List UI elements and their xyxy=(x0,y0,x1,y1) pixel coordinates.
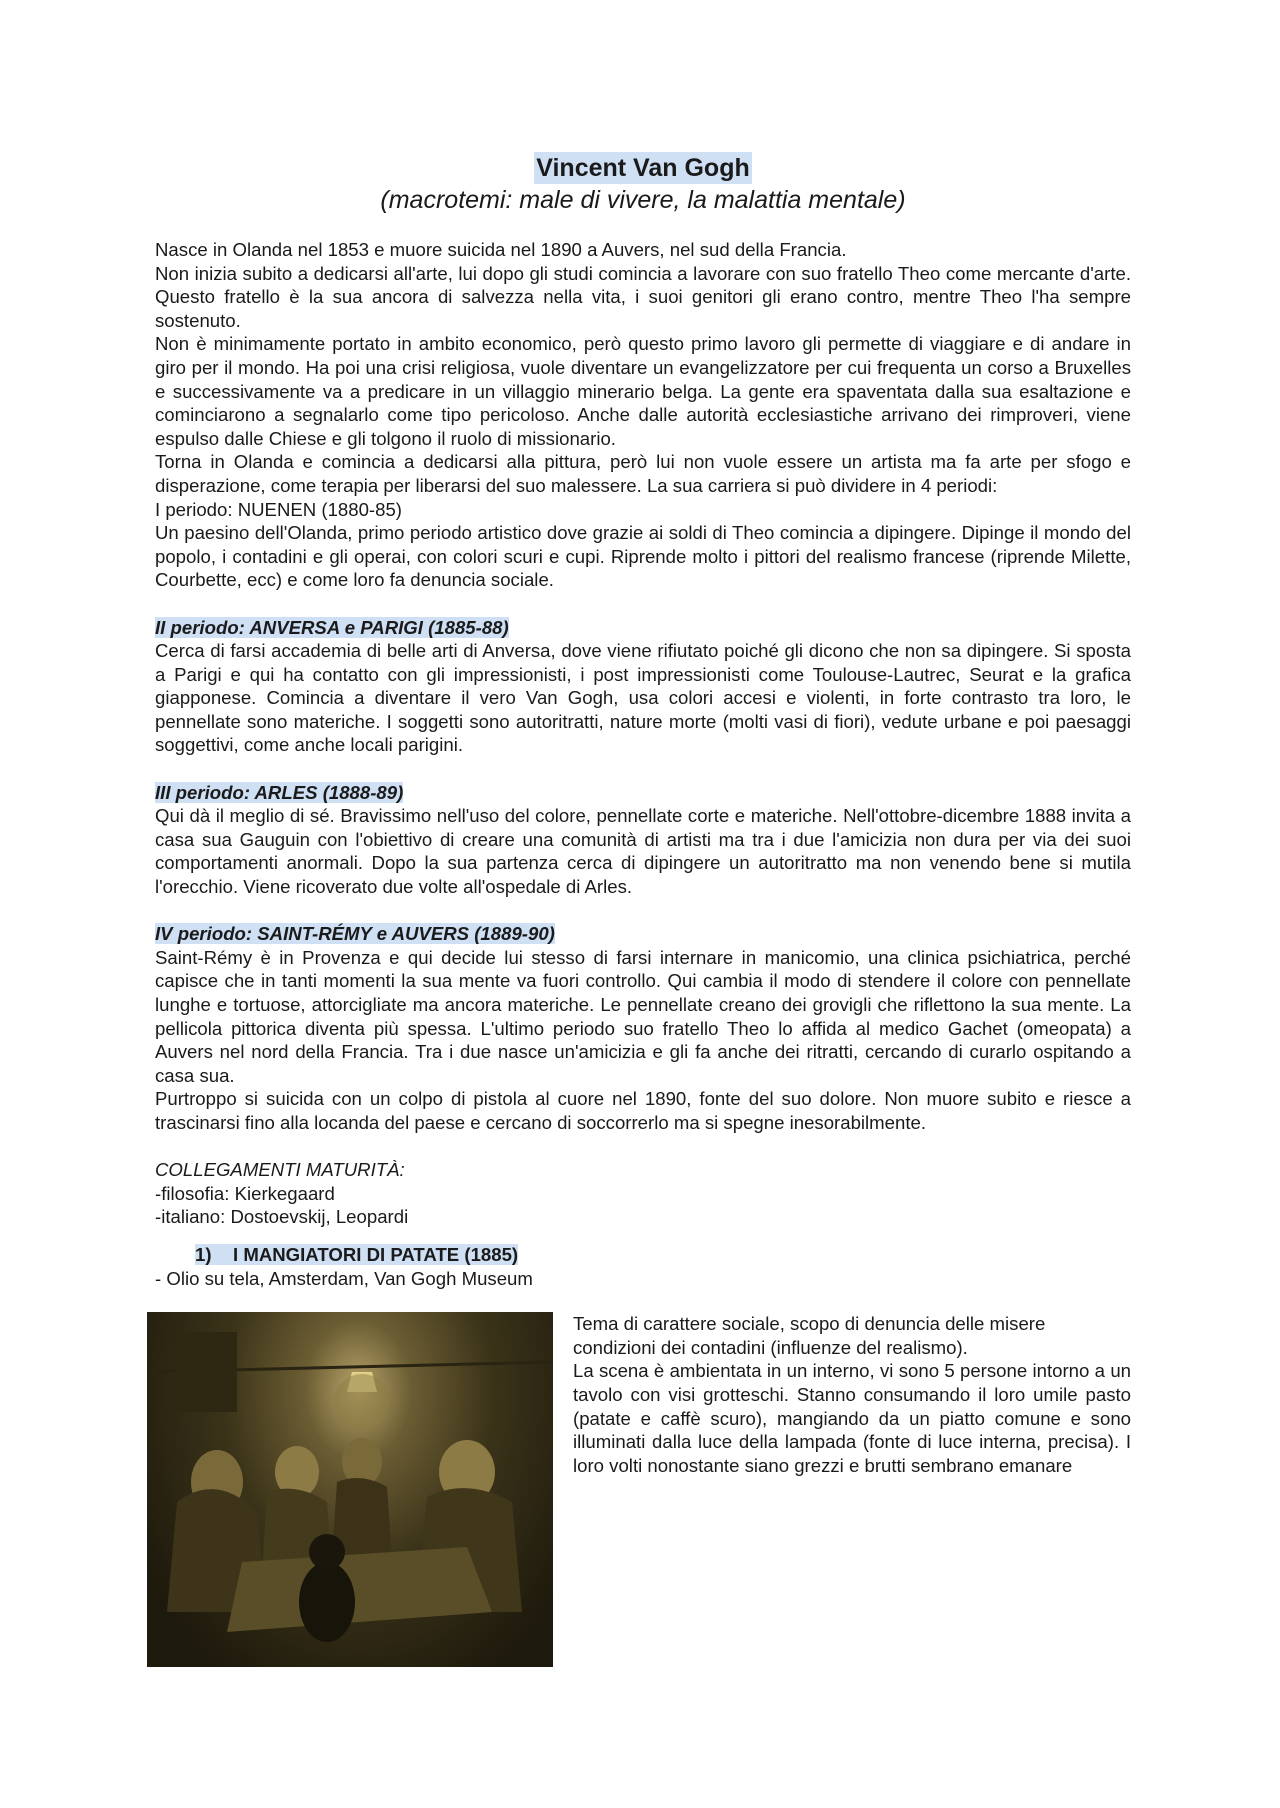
links-item-italian: -italiano: Dostoevskij, Leopardi xyxy=(155,1206,409,1228)
artwork-description-2: La scena è ambientata in un interno, vi sono 5 persone intorno a un tavolo con visi grotteschi. Stanno consumando il loro umile pasto (patate e caffè scuro), mangiando da un piatto comune e sono illuminati dalla luce della lampada (fonte di luce interna, precisa). I loro volti nonostante siano grezzi e brutti sembrano emanare xyxy=(573,1360,1131,1476)
artwork-medium: - Olio su tela, Amsterdam, Van Gogh Museum xyxy=(155,1267,533,1289)
document-content xyxy=(155,152,1131,1672)
page-subtitle: (macrotemi: male di vivere, la malattia mentale) xyxy=(380,186,906,214)
artwork-section xyxy=(155,1312,1131,1672)
period-1-text: Un paesino dell'Olanda, primo periodo artistico dove grazie ai soldi di Theo comincia a dipingere. Dipinge il mondo del popolo, i contadini e gli operai, con colori scuri e cupi. Riprende molto i pittori del realismo francese (riprende Milette, Courbette, ecc) e come loro fa denuncia sociale. xyxy=(155,522,1131,591)
period-3-heading: III periodo: ARLES (1888-89) xyxy=(155,781,404,803)
intro-paragraph-1: Nasce in Olanda nel 1853 e muore suicida nel 1890 a Auvers, nel sud della Francia. xyxy=(155,239,847,260)
links-heading: COLLEGAMENTI MATURITÀ: xyxy=(155,1159,405,1181)
title-wrap xyxy=(155,152,1131,184)
period-2-text: Cerca di farsi accademia di belle arti di Anversa, dove viene rifiutato poiché gli dicono che non sa dipingere. Si sposta a Parigi e qui ha contatto con gli impressionisti, i post impressionisti come Toulouse-Lautrec, Seurat e la grafica giapponese. Comincia a diventare il vero Van Gogh, usa colori accesi e violenti, in forte contrasto tra loro, le pennellate sono materiche. I soggetti sono autoritratti, nature morte (molti vasi di fiori), vedute urbane e poi paesaggi soggettivi, come anche locali parigini. xyxy=(155,640,1131,756)
intro-paragraph-3: Non è minimamente portato in ambito economico, però questo primo lavoro gli permette di viaggiare e di andare in giro per il mondo. Ha poi una crisi religiosa, vuole diventare un evangelizzatore per cui frequenta un corso a Bruxelles e successivamente va a predicare in un villaggio minerario belga. La gente era spaventata dalla sua esaltazione e cominciarono a segnalarlo come tipo pericoloso. Anche dalle autorità ecclesiastiche arrivano dei rimproveri, viene espulso dalle Chiese e gli tolgono il ruolo di missionario. xyxy=(155,333,1131,449)
period-4-heading-row xyxy=(155,922,1131,946)
period-4-text: Saint-Rémy è in Provenza e qui decide lui stesso di farsi internare in manicomio, una clinica psichiatrica, perché capisce che in tanti momenti la sua mente va fuori controllo. Qui cambia il modo di stendere il colore con pennellate lunghe e tortuose, attorcigliate ma ancora materiche. Le pennellate creano dei grovigli che riflettono la sua mente. La pellicola pittorica diventa più spessa. L'ultimo periodo suo fratello Theo lo affida al medico Gachet (omeopata) a Auvers nel nord della Francia. Tra i due nasce un'amicizia e gli fa anche dei ritratti, cercando di curarlo ospitando a casa sua. xyxy=(155,946,1131,1086)
artwork-description xyxy=(573,1312,1131,1477)
period-2-heading: II periodo: ANVERSA e PARIGI (1885-88) xyxy=(155,616,509,638)
artwork-description-1: Tema di carattere sociale, scopo di denuncia delle misere condizioni dei contadini (influenze del realismo). xyxy=(573,1313,1046,1358)
artwork-number: 1) xyxy=(195,1243,212,1265)
links-item-philosophy: -filosofia: Kierkegaard xyxy=(155,1182,335,1204)
period-2-heading-row xyxy=(155,616,1131,640)
potato-eaters-painting xyxy=(147,1312,553,1667)
intro-paragraph-4: Torna in Olanda e comincia a dedicarsi alla pittura, però lui non vuole essere un artista ma fa arte per sfogo e disperazione, come terapia per liberarsi del suo malessere. La sua carriera si può dividere in 4 periodi: xyxy=(155,451,1131,496)
page-title: Vincent Van Gogh xyxy=(536,154,750,182)
period-4-text-2: Purtroppo si suicida con un colpo di pistola al cuore nel 1890, fonte del suo dolore. Non muore subito e riesce a trascinarsi fino alla locanda del paese e cercano di soccorrerlo ma si spegne inesorabilmente. xyxy=(155,1088,1131,1133)
period-1-heading: I periodo: NUENEN (1880-85) xyxy=(155,498,402,520)
period-3-heading-row xyxy=(155,781,1131,805)
artwork-heading xyxy=(155,1243,1131,1267)
artwork-title: I MANGIATORI DI PATATE (1885) xyxy=(233,1243,519,1265)
period-3-text: Qui dà il meglio di sé. Bravissimo nell'uso del colore, pennellate corte e materiche. Nell'ottobre-dicembre 1888 invita a casa sua Gauguin con l'obiettivo di creare una comunità di artisti ma tra i due l'amicizia non dura per via dei suoi comportamenti anormali. Dopo la sua partenza cerca di dipingere un autoritratto ma non venendo bene si mutila l'orecchio. Viene ricoverato due volte all'ospedale di Arles. xyxy=(155,805,1131,898)
intro-paragraph-2: Non inizia subito a dedicarsi all'arte, lui dopo gli studi comincia a lavorare con suo fratello Theo come mercante d'arte. Questo fratello è la sua ancora di salvezza nella vita, i suoi genitori gli erano contro, mentre Theo l'ha sempre sostenuto. xyxy=(155,262,1131,331)
painting-illustration xyxy=(147,1312,553,1667)
period-4-heading: IV periodo: SAINT-RÉMY e AUVERS (1889-90) xyxy=(155,923,555,945)
